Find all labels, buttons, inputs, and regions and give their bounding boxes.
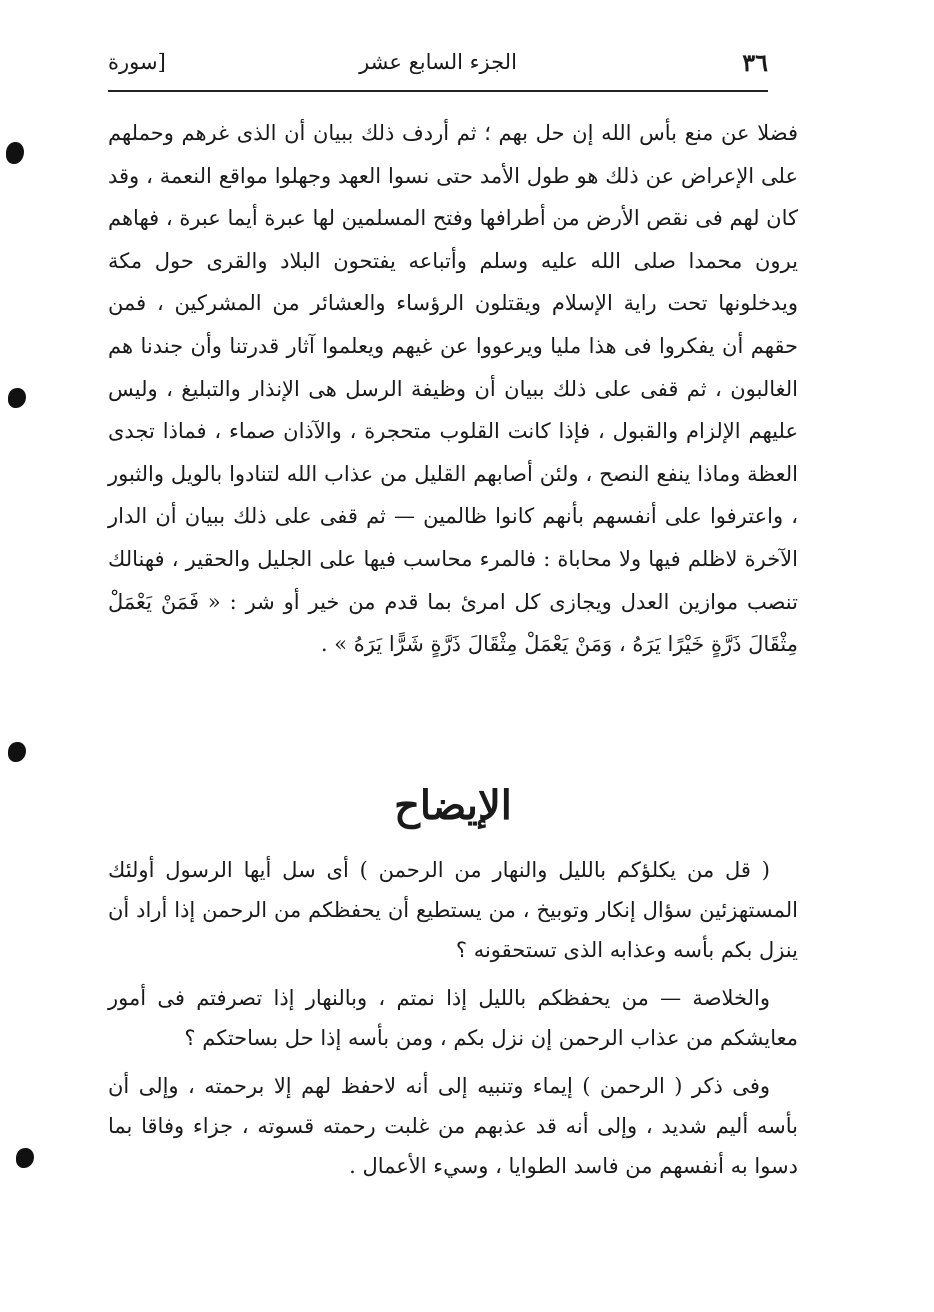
page-header [108, 42, 768, 84]
margin-blot [6, 142, 24, 164]
intro-block [108, 112, 798, 666]
intro-paragraph: فضلا عن منع بأس الله إن حل بهم ؛ ثم أردف ذلك ببيان أن الذى غرهم وحملهم على الإعراض عن ذلك هو طول الأمد حتى نسوا العهد وجهلوا مواقع النعمة ، وقد كان لهم فى نقص الأرض من أطرافها وفتح المسلمين لها عبرة أيما عبرة ، فهاهم يرون محمدا صلى الله عليه وسلم وأتباعه يفتحون البلاد والقرى حول مكة ويدخلونها تحت راية الإسلام ويقتلون الرؤساء والعشائر من المشركين ، فمن حقهم أن يفكروا فى هذا مليا ويرعووا عن غيهم ويعلموا آثار قدرتنا وأن جندنا هم الغالبون ، ثم قفى على ذلك ببيان أن وظيفة الرسل هى الإنذار والتبليغ ، وليس عليهم الإلزام والقبول ، فإذا كانت القلوب متحجرة ، والآذان صماء ، فماذا تجدى العظة وماذا ينفع النصح ، ولئن أصابهم القليل من عذاب الله لتنادوا بالويل والثبور ، واعترفوا على أنفسهم بأنهم كانوا ظالمين — ثم قفى على ذلك ببيان أن الدار الآخرة لاظلم فيها ولا محاباة : فالمرء محاسب فيها على الجليل والحقير ، فهنالك تنصب موازين العدل ويجازى كل امرئ بما قدم من خير أو شر : « فَمَنْ يَعْمَلْ مِثْقَالَ ذَرَّةٍ خَيْرًا يَرَهُ ، وَمَنْ يَعْمَلْ مِثْقَالَ ذَرَّةٍ شَرًّا يَرَهُ » . [108, 121, 798, 657]
explanation-block [108, 850, 798, 1194]
margin-blot [8, 388, 26, 408]
section-title: الإيضاح [394, 782, 512, 829]
explanation-paragraph-3: وفى ذكر ( الرحمن ) إيماء وتنبيه إلى أنه لاحفظ لهم إلا برحمته ، وإلى أن بأسه أليم شديد ، وإلى أنه قد عذبهم من غلبت رحمته قسوته ، جزاء وفاقا بما دسوا به أنفسهم من فاسد الطوايا ، وسيء الأعمال . [108, 1074, 798, 1178]
header-rule [108, 90, 768, 92]
running-title: الجزء السابع عشر [359, 50, 517, 74]
explanation-paragraph-1: ( قل من يكلؤكم بالليل والنهار من الرحمن ) أى سل أيها الرسول أولئك المستهزئين سؤال إنكار وتوبيخ ، من يستطيع أن يحفظكم من الرحمن إذا أراد أن ينزل بكم بأسه وعذابه الذى تستحقونه ؟ [108, 858, 798, 962]
margin-blot [16, 1148, 34, 1168]
surah-label: [سورة [108, 50, 166, 74]
explanation-paragraph-2: والخلاصة — من يحفظكم بالليل إذا نمتم ، وبالنهار إذا تصرفتم فى أمور معايشكم من عذاب الرحمن إن نزل بكم ، ومن بأسه إذا حل بساحتكم ؟ [108, 986, 798, 1050]
margin-blot [8, 742, 26, 762]
page-number: ٣٦ [742, 48, 768, 77]
